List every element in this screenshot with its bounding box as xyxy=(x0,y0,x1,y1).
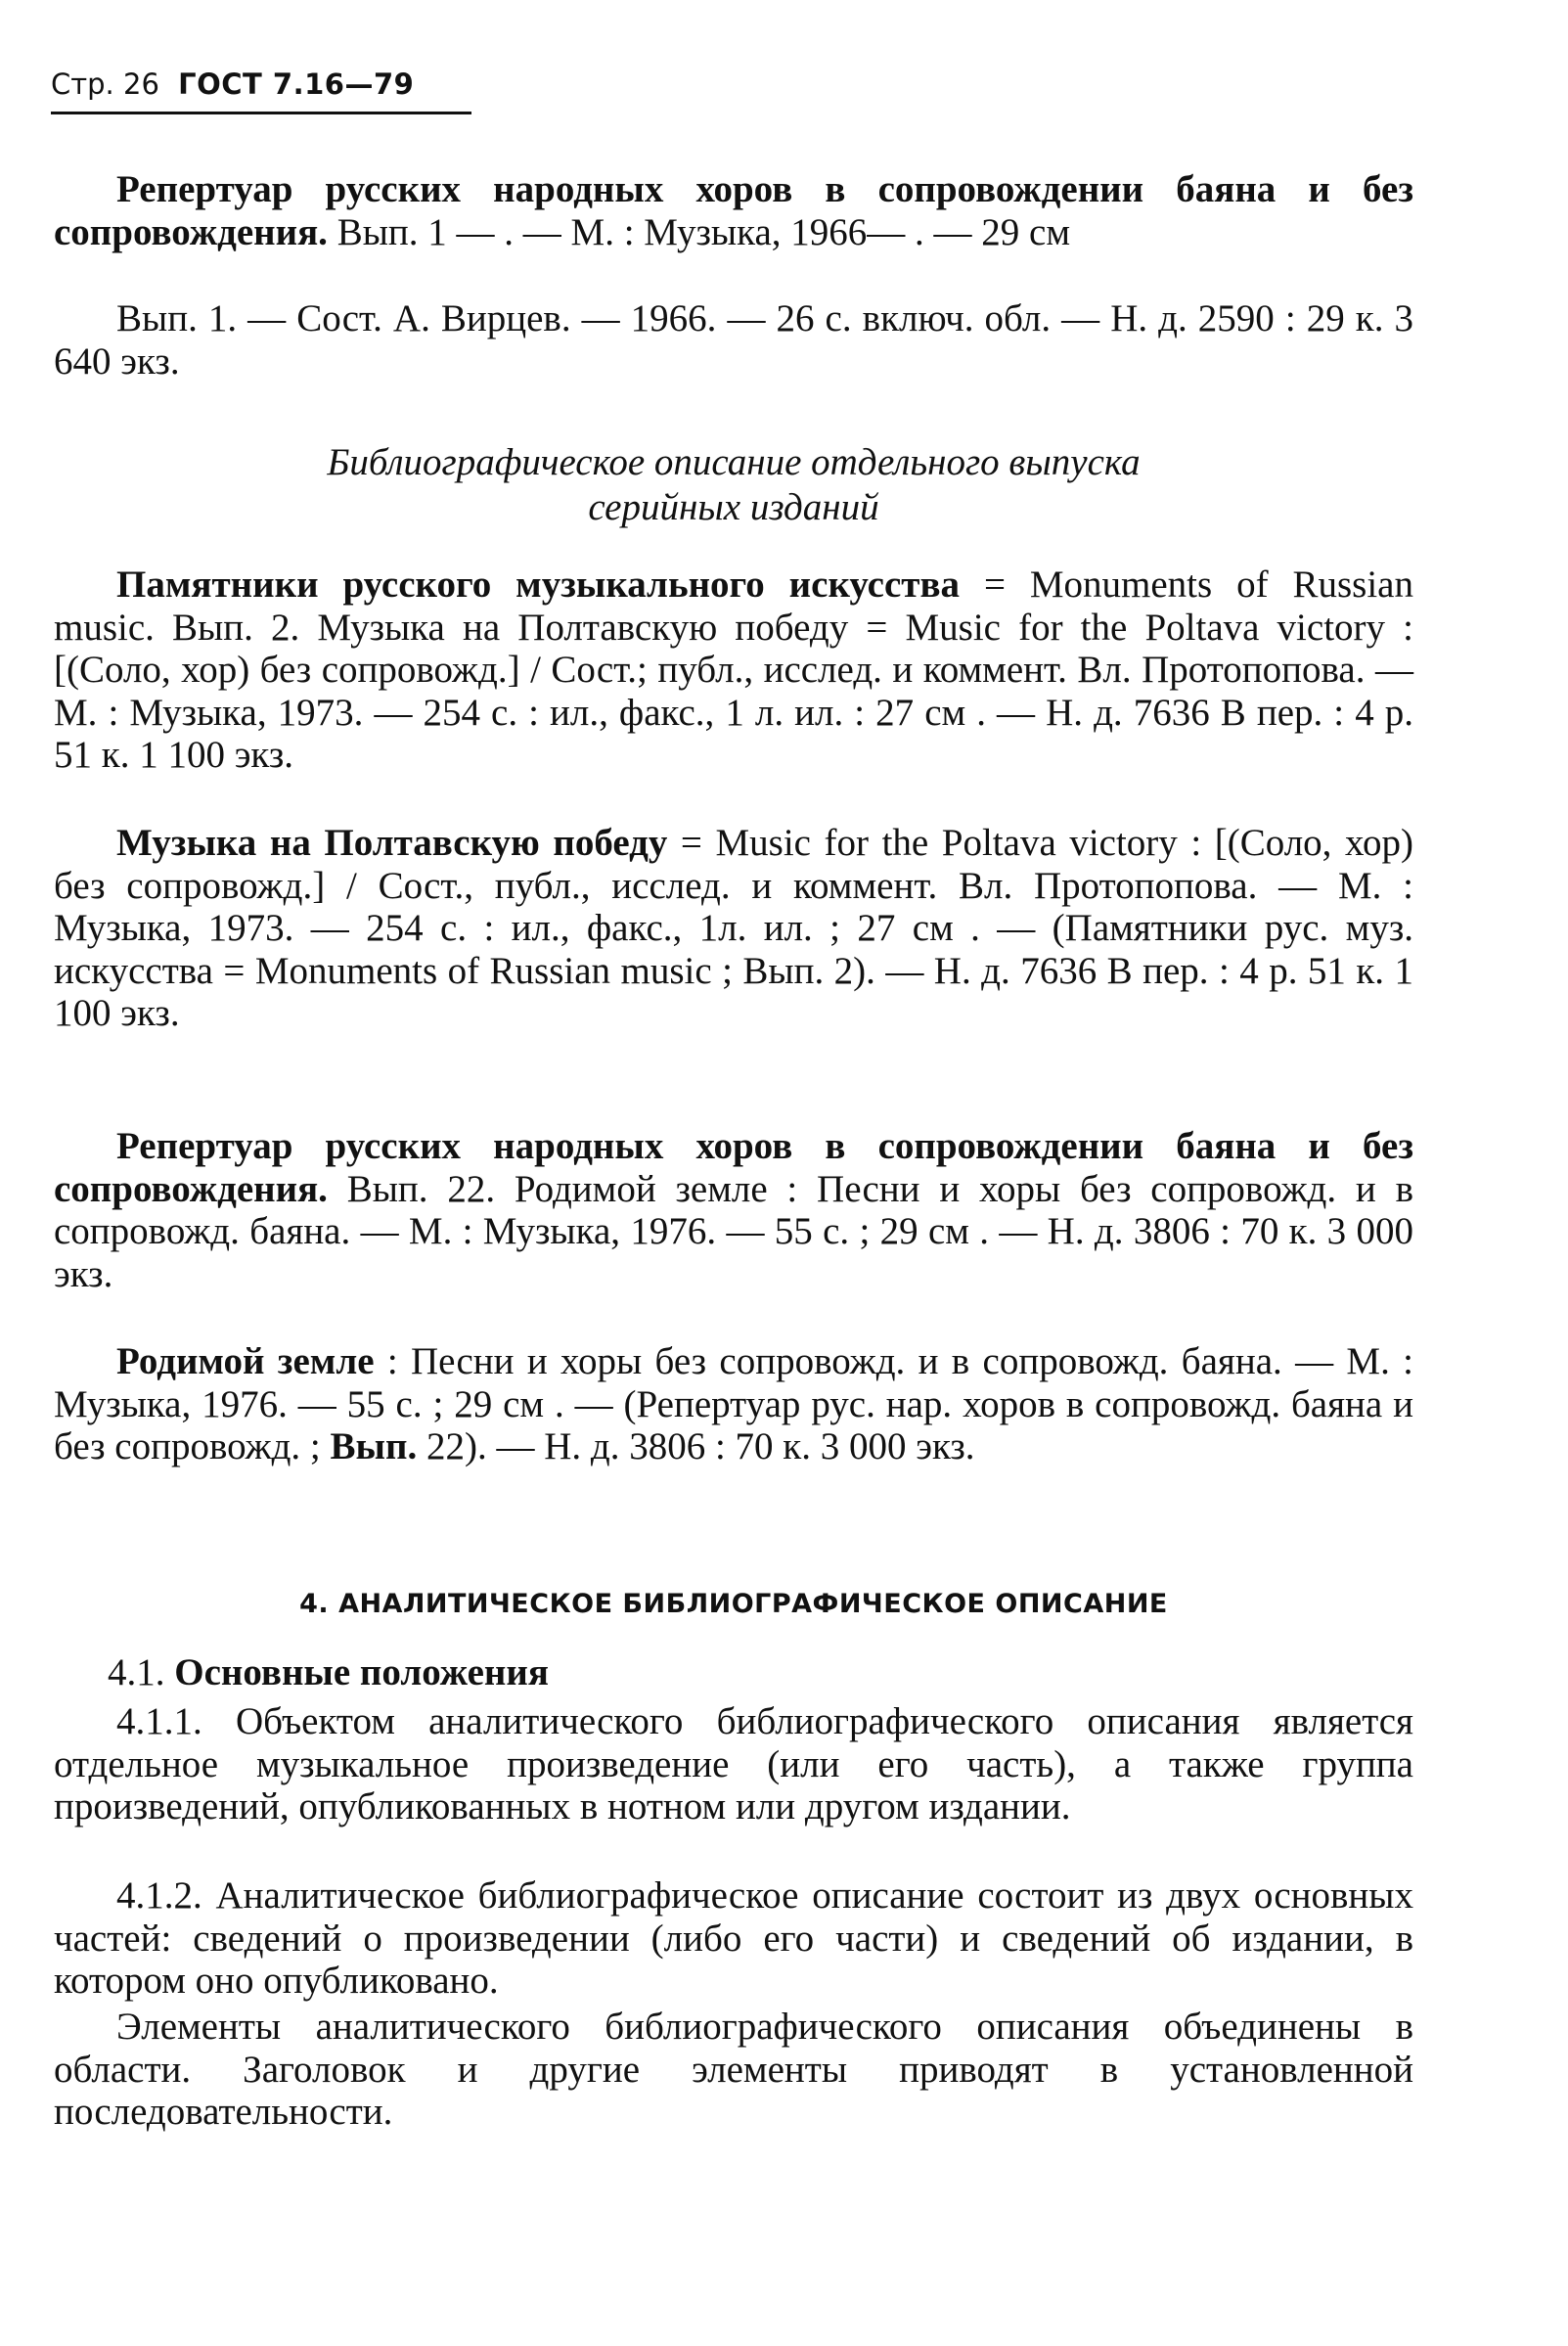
entry-text: = Monuments of Russian music. Вып. 2. Музыка на Полтавскую победу = Music for the Poltava victory : [(Соло, хор) без сопровожд.] / Сост.; публ., исслед. и коммент. Вл. Протопопова. — М. : Музыка, 1973. — 254 с. : ил., факс., 1 л. ил. : 27 см . — Н. д. 7636 В пер. : 4 р. 51 к. 1 100 экз. xyxy=(54,564,1413,776)
page-number: Стр. 26 xyxy=(51,68,159,101)
bibliographic-entry xyxy=(54,822,1413,1035)
entry-issue-label: Вып. xyxy=(330,1425,418,1467)
bibliographic-entry xyxy=(54,1340,1413,1468)
entry-heading: Музыка на Полтавскую победу xyxy=(116,822,668,864)
standard-code: ГОСТ 7.16—79 xyxy=(178,68,415,101)
bibliographic-entry xyxy=(54,1125,1413,1295)
entry-text: Вып. 1 — . — М. : Музыка, 1966— . — 29 см xyxy=(327,210,1071,253)
page-header xyxy=(51,65,471,104)
entry-text: = Music for the Poltava victory : [(Соло, хор) без сопровожд.] / Сост., публ., исслед. и коммент. Вл. Протопопова. — М. : Музыка, 1973. — 254 с. : ил., факс., 1л. ил. ; 27 см . — (Памятники рус. муз. искусства = Monuments of Russian music ; Вып. 2). — Н. д. 7636 В пер. : 4 р. 51 к. 1 100 экз. xyxy=(54,822,1413,1034)
entry-heading: Родимой земле xyxy=(116,1340,375,1382)
entry-text-tail: 22). — Н. д. 3806 : 70 к. 3 000 экз. xyxy=(417,1425,975,1467)
clause-paragraph: 4.1.1. Объектом аналитического библиографического описания является отдельное музыкальное произведение (или его часть), а также группа произведений, опубликованных в нотном или другом издании. xyxy=(54,1700,1413,1827)
caption-line: серийных изданий xyxy=(588,486,879,528)
entry-text: Вып. 1. — Сост. А. Вирцев. — 1966. — 26 с. включ. обл. — Н. д. 2590 : 29 к. 3 640 экз. xyxy=(54,297,1413,383)
header-rule xyxy=(51,112,471,114)
clause-paragraph: 4.1.2. Аналитическое библиографическое описание состоит из двух основных частей: сведений о произведении (либо его части) и сведений об издании, в котором оно опубликовано. xyxy=(54,1874,1413,2002)
entry-text: : Песни и хоры без сопровожд. и в сопровожд. баяна. — М. : Музыка, 1976. — 55 с. ; 29 см . — (Репертуар рус. нар. хоров в сопровожд. баяна и без сопровожд. ; xyxy=(54,1340,1414,1467)
bibliographic-entry xyxy=(54,168,1413,253)
section-title: 4. АНАЛИТИЧЕСКОЕ БИБЛИОГРАФИЧЕСКОЕ ОПИСАНИЕ xyxy=(299,1589,1168,1619)
subsection-title: Основные положения xyxy=(174,1651,549,1693)
bibliographic-entry xyxy=(54,297,1413,383)
entry-heading: Репертуар русских народных хоров в сопровождении баяна и без сопровождения. xyxy=(54,168,1413,253)
example-caption xyxy=(54,440,1413,530)
subsection-number: 4.1. xyxy=(108,1651,165,1693)
clause-paragraph: Элементы аналитического библиографического описания объединены в области. Заголовок и другие элементы приводят в установленной последовательности. xyxy=(54,2006,1413,2133)
caption-line: Библиографическое описание отдельного выпуска xyxy=(327,441,1141,483)
entry-text: Вып. 22. Родимой земле : Песни и хоры без сопровожд. и в сопровожд. баяна. — М. : Музыка, 1976. — 55 с. ; 29 см . — Н. д. 3806 : 70 к. 3 000 экз. xyxy=(54,1167,1413,1295)
entry-heading: Репертуар русских народных хоров в сопровождении баяна и без сопровождения. xyxy=(54,1125,1413,1210)
subsection-heading xyxy=(108,1651,1379,1694)
entry-heading: Памятники русского музыкального искусства xyxy=(116,564,961,606)
bibliographic-entry xyxy=(54,564,1413,777)
